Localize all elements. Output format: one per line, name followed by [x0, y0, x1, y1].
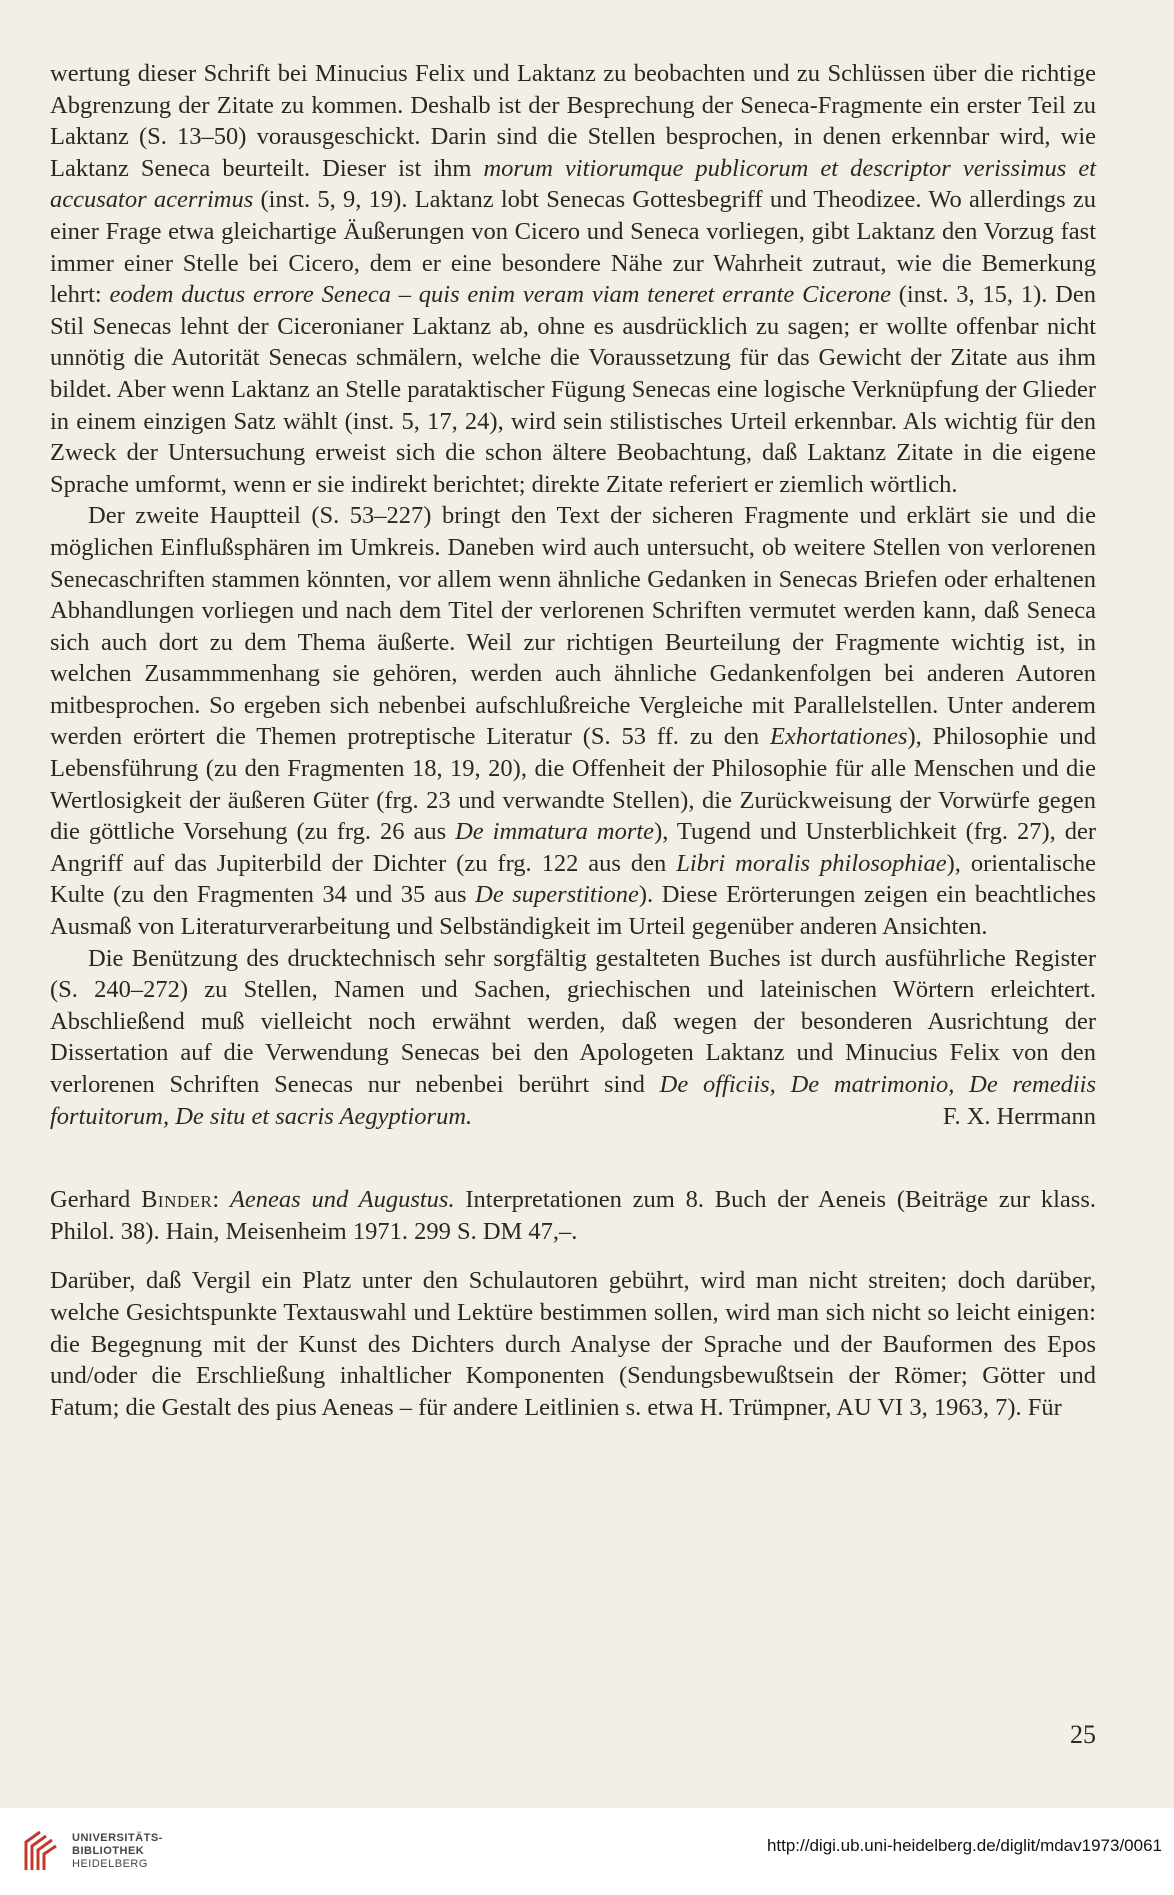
- paragraph-4: Darüber, daß Vergil ein Platz unter den Schulautoren gebührt, wird man nicht streiten; doch darüber, welche Gesichtspunkte Textauswahl und Lektüre bestimmen sollen, wird man sich nicht so leicht einigen: die Begegnung mit der Kunst des Dichters durch Analyse der Sprache und der Bauformen des Epos und/oder die Erschließung inhaltlicher Komponenten (Sendungsbewußtsein der Römer; Götter und Fatum; die Gestalt des pius Aeneas – für andere Leitlinien s. etwa H. Trümpner, AU VI 3, 1963, 7). Für: [50, 1267, 1096, 1421]
- library-name-line-2: BIBLIOTHEK: [72, 1845, 145, 1857]
- paragraph-2: Der zweite Hauptteil (S. 53–227) bringt den Text der sicheren Fragmente und erklärt sie und die möglichen Einflußsphären im Umkreis. Daneben wird auch untersucht, ob weitere Stellen von verlorenen Senecaschriften stammen könnten, vor allem wenn ähnliche Gedanken in Senecas Briefen oder erhaltenen Abhandlungen vorliegen und nach dem Titel der verlorenen Schriften vermutet werden kann, daß Seneca sich auch dort zu dem Thema äußerte. Weil zur richtigen Beurteilung der Fragmente wichtig ist, in welchen Zusammmenhang sie gehören, werden auch ähnliche Gedankenfolgen bei anderen Autoren mitbesprochen. So ergeben sich nebenbei aufschlußreiche Vergleiche mit Parallelstellen. Unter anderem werden erörtert die Themen protreptische Literatur (S. 53 ff. zu den Exhortationes), Philosophie und Lebensführung (zu den Fragmenten 18, 19, 20), die Offenheit der Philosophie für alle Menschen und die Wertlosigkeit der äußeren Güter (frg. 23 und verwandte Stellen), die Zurückweisung der Vorwürfe gegen die göttliche Vorsehung (zu frg. 26 aus De immatura morte), Tugend und Unsterblichkeit (frg. 27), der Angriff auf das Jupiterbild der Dichter (zu frg. 122 aus den Libri moralis philosophiae), orientalische Kulte (zu den Fragmenten 34 und 35 aus De superstitione). Diese Erörterungen zeigen ein beachtliches Ausmaß von Literaturverarbeitung und Selbständigkeit im Urteil gegenüber anderen Ansichten.: [50, 502, 1097, 941]
- digitization-footer: [0, 1808, 1174, 1895]
- review-heading: Gerhard Binder: Aeneas und Augustus. Interpretationen zum 8. Buch der Aeneis (Beiträge zur klass. Philol. 38). Hain, Meisenheim 1971. 299 S. DM 47,–.: [50, 1186, 1096, 1245]
- library-name: [72, 1832, 163, 1871]
- paragraph-1: wertung dieser Schrift bei Minucius Felix und Laktanz zu beobachten und zu Schlüssen über die richtige Abgrenzung der Zitate zu kommen. Deshalb ist der Besprechung der Seneca-Fragmente ein erster Teil zu Laktanz (S. 13–50) vorausgeschickt. Darin sind die Stellen besprochen, in denen erkennbar wird, wie Laktanz Seneca beurteilt. Dieser ist ihm morum vitiorumque publicorum et descriptor verissimus et accusator acerrimus (inst. 5, 9, 19). Laktanz lobt Senecas Gottesbegriff und Theodizee. Wo allerdings zu einer Frage etwa gleichartige Äußerungen von Cicero und Seneca vorliegen, gibt Laktanz den Vorzug fast immer einer Stelle bei Cicero, dem er eine besondere Nähe zur Wahrheit zutraut, wie die Bemerkung lehrt: eodem ductus errore Seneca – quis enim veram viam teneret errante Cicerone (inst. 3, 15, 1). Den Stil Senecas lehnt der Ciceronianer Laktanz ab, ohne es ausdrücklich zu sagen; er wollte offenbar nicht unnötig die Autorität Senecas schmälern, welche die Voraussetzung für das Gewicht der Zitate aus ihm bildet. Aber wenn Laktanz an Stelle parataktischer Fügung Senecas eine logische Verknüpfung der Glieder in einem einzigen Satz wählt (inst. 5, 17, 24), wird sein stilistisches Urteil erkennbar. Als wichtig für den Zweck der Untersuchung erweist sich die schon ältere Beobachtung, daß Laktanz Zitate in die eigene Sprache umformt, wenn er sie indirekt berichtet; direkte Zitate referiert er ziemlich wörtlich.: [50, 60, 1096, 498]
- article-text: [50, 58, 1096, 1423]
- page-number: 25: [1070, 1720, 1096, 1749]
- logo-strokes: [26, 1832, 56, 1870]
- source-url-link[interactable]: http://digi.ub.uni-heidelberg.de/diglit/mdav1973/0061: [766, 1836, 1162, 1855]
- author-signature: F. X. Herrmann: [942, 1102, 1096, 1130]
- library-name-line-3: HEIDELBERG: [72, 1858, 148, 1870]
- library-name-line-1: UNIVERSITÄTS-: [72, 1832, 163, 1844]
- library-logo-icon: [22, 1828, 60, 1874]
- paragraph-3: Die Benützung des drucktechnisch sehr sorgfältig gestalteten Buches ist durch ausführliche Register (S. 240–272) zu Stellen, Namen und Sachen, griechischen und lateinischen Wörtern erleichtert. Abschließend muß vielleicht noch erwähnt werden, daß wegen der besonderen Ausrichtung der Dissertation auf die Verwendung Senecas bei den Apologeten Laktanz und Minucius Felix von den verlorenen Schriften Senecas nur nebenbei berührt sind De officiis, De matrimonio, De remediis fortuitorum, De situ et sacris Aegyptiorum.: [50, 944, 1096, 1130]
